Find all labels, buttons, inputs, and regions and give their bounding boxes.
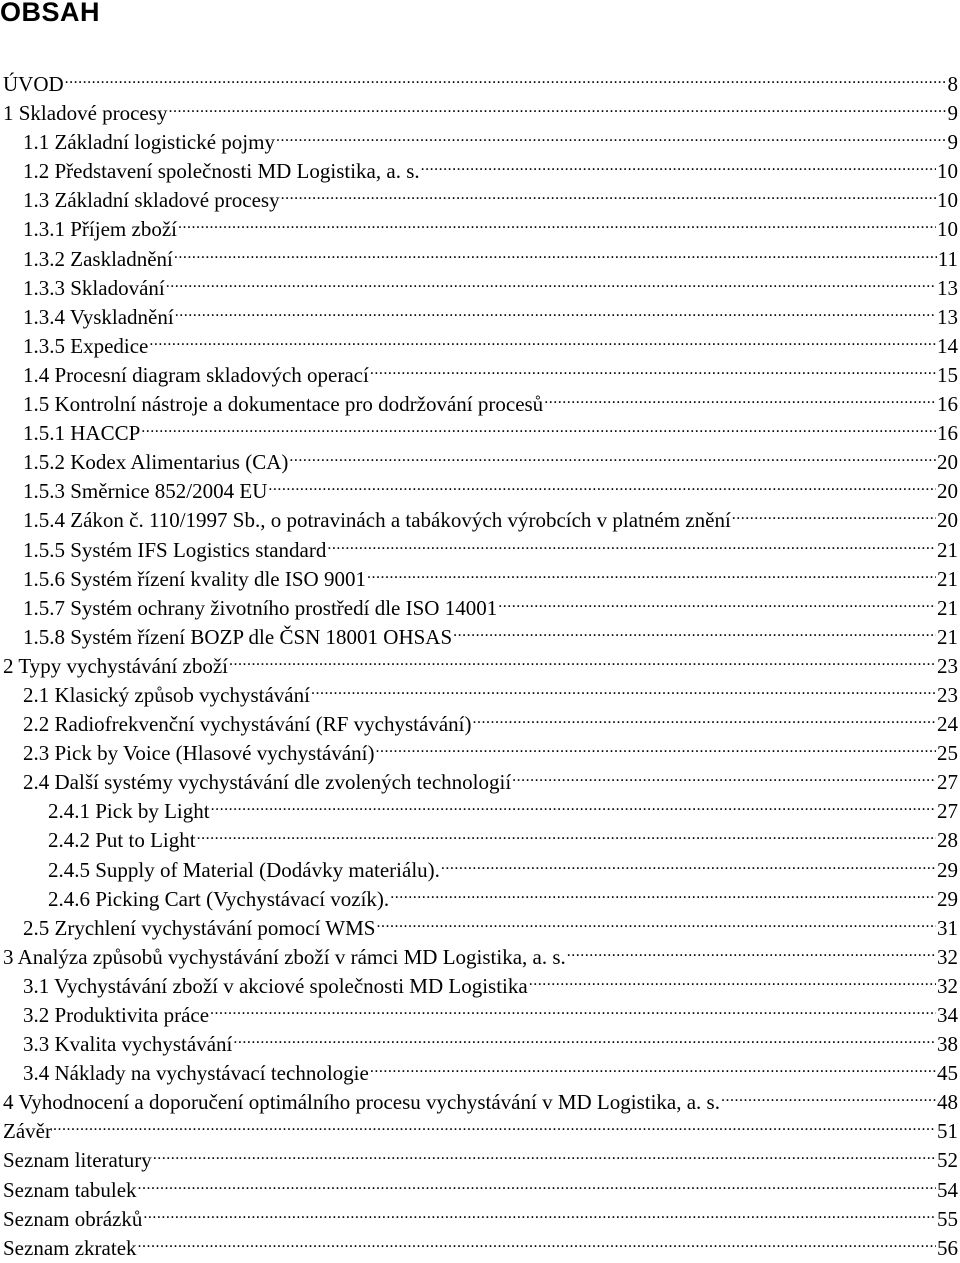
toc-entry-page-number: 21 [937,537,958,562]
toc-dot-leader [544,382,936,411]
toc-entry-page-number: 56 [937,1235,958,1260]
toc-entry-title: 1.5.8 Systém řízení BOZP dle ČSN 18001 OHSAS [23,624,453,649]
toc-entry-page-number: 29 [937,857,958,882]
toc-dot-leader [229,644,936,673]
toc-entry-page-number: 55 [937,1206,958,1231]
toc-dot-leader [53,1109,936,1138]
toc-entry-title: ÚVOD [3,72,64,96]
toc-entry[interactable] [3,1197,958,1231]
toc-entry-title: Seznam literatury [3,1148,152,1173]
toc-entry-page-number: 21 [937,566,958,591]
toc-entry-title: 2.1 Klasický způsob vychystávání [23,682,310,707]
toc-dot-leader [453,615,936,644]
toc-entry[interactable] [3,440,958,475]
toc-entry-title: 1.3.2 Zaskladnění [23,246,173,271]
toc-dot-leader [529,964,936,993]
toc-entry-page-number: 29 [937,886,958,911]
toc-entry-page-number: 25 [937,741,958,766]
toc-entry-page-number: 11 [937,246,958,271]
toc-entry-title: Seznam zkratek [3,1235,137,1260]
toc-dot-leader [197,818,936,847]
toc-entry-title: 3.1 Vychystávání zboží v akciové společnosti MD Logistika [23,973,528,998]
toc-entry-page-number: 32 [937,944,958,969]
toc-entry-title: 1.2 Představení společnosti MD Logistika, a. s. [23,159,420,184]
toc-entry-page-number: 34 [937,1003,958,1027]
toc-entry-title: 2.4.2 Put to Light [48,828,196,853]
toc-entry-page-number: 21 [937,624,958,649]
toc-entry[interactable] [3,411,958,446]
toc-dot-leader [376,731,937,760]
toc-entry-page-number: 9 [947,101,958,126]
toc-entry-page-number: 8 [947,72,958,96]
toc-entry-page-number: 10 [937,188,958,213]
toc-dot-leader [421,149,936,178]
toc-entry-title: 2.5 Zrychlení vychystávání pomocí WMS [23,915,376,940]
toc-entry-title: 2 Typy vychystávání zboží [3,653,229,678]
toc-entry-title: Závěr [3,1119,52,1144]
page-title: OBSAH [0,0,101,27]
toc-dot-leader [367,557,936,586]
toc-dot-leader [138,1226,936,1255]
toc-entry-title: 3.2 Produktivita práce [23,1003,210,1027]
toc-entry-page-number: 54 [937,1177,958,1202]
toc-dot-leader [174,237,937,266]
toc-entry-page-number: 38 [937,1032,958,1057]
toc-entry-page-number: 32 [937,973,958,998]
toc-entry[interactable] [3,1109,958,1144]
toc-dot-leader [276,120,947,149]
toc-entry-title: 1.5.4 Zákon č. 110/1997 Sb., o potravinách a tabákových výrobcích v platném znění [23,508,731,533]
toc-entry-page-number: 15 [937,362,958,387]
toc-entry-title: 1.5.5 Systém IFS Logistics standard [23,537,327,562]
toc-entry-page-number: 24 [937,712,958,737]
toc-entry-title: Seznam tabulek [3,1177,137,1202]
toc-dot-leader [498,586,936,615]
toc-dot-leader [141,411,936,440]
toc-entry-title: 1.5.2 Kodex Alimentarius (CA) [23,450,289,475]
toc-dot-leader [370,353,936,382]
toc-entry-page-number: 10 [937,217,958,242]
toc-entry-title: 1.4 Procesní diagram skladových operací [23,362,369,387]
toc-dot-leader [166,266,936,295]
toc-dot-leader [472,702,936,731]
toc-entry-title: 1.5.1 HACCP [23,421,141,446]
toc-entry-title: 4 Vyhodnocení a doporučení optimálního procesu vychystávání v MD Logistika, a. s. [3,1090,720,1115]
toc-dot-leader [512,760,936,789]
toc-dot-leader [327,528,936,557]
toc-entry-page-number: 45 [937,1061,958,1086]
toc-entry-page-number: 27 [937,770,958,795]
toc-entry-page-number: 9 [947,130,958,155]
toc-entry-page-number: 14 [937,333,958,358]
toc-dot-leader [289,440,936,469]
toc-entry[interactable] [3,91,958,126]
toc-dot-leader [153,1138,936,1167]
toc-entry-page-number: 51 [937,1119,958,1144]
toc-dot-leader [65,62,947,91]
toc-dot-leader [721,1080,936,1109]
toc-entry-page-number: 10 [937,159,958,184]
toc-entry-title: 1.3.3 Skladování [23,275,165,300]
toc-dot-leader [138,1168,936,1197]
toc-dot-leader [732,498,936,527]
toc-entry-title: 1.5.3 Směrnice 852/2004 EU [23,479,268,504]
toc-entry-page-number: 48 [937,1090,958,1115]
toc-entry-title: 2.4.5 Supply of Material (Dodávky materiálu). [48,857,440,882]
toc-entry-title: 2.4.1 Pick by Light [48,799,210,824]
toc-dot-leader [149,324,936,353]
toc-entry-page-number: 21 [937,595,958,620]
toc-entry-page-number: 27 [937,799,958,824]
toc-entry-title: Seznam obrázků [3,1206,143,1231]
toc-entry-title: 3.4 Náklady na vychystávací technologie [23,1061,369,1086]
toc-entry-title: 1.5.6 Systém řízení kvality dle ISO 9001 [23,566,366,591]
toc-dot-leader [143,1197,936,1226]
toc-dot-leader [210,993,936,1022]
toc-entry-title: 1.3.5 Expedice [23,333,149,358]
toc-dot-leader [175,295,936,324]
toc-dot-leader [370,1051,936,1080]
toc-entry-page-number: 20 [937,450,958,475]
toc-entry-page-number: 16 [937,421,958,446]
toc-entry-title: 1.3.1 Příjem zboží [23,217,177,242]
toc-dot-leader [268,469,936,498]
toc-entry-page-number: 20 [937,508,958,533]
toc-entry-title: 1.5 Kontrolní nástroje a dokumentace pro dodržování procesů [23,392,544,417]
toc-dot-leader [168,91,946,120]
toc-entry-title: 1 Skladové procesy [3,101,168,126]
toc-entry[interactable] [3,1138,958,1173]
toc-entry-title: 1.1 Základní logistické pojmy [23,130,275,155]
toc-entry-title: 1.3.4 Vyskladnění [23,304,174,329]
toc-entry-title: 2.3 Pick by Voice (Hlasové vychystávání) [23,741,375,766]
toc-dot-leader [441,848,936,877]
toc-entry-page-number: 31 [937,915,958,940]
toc-dot-leader [311,673,936,702]
toc-entry[interactable] [3,1226,958,1260]
toc-entry-page-number: 20 [937,479,958,504]
toc-dot-leader [567,935,936,964]
toc-entry-title: 2.2 Radiofrekvenční vychystávání (RF vychystávání) [23,712,472,737]
toc-dot-leader [211,789,936,818]
table-of-contents [3,62,958,1260]
toc-entry-page-number: 13 [937,304,958,329]
toc-dot-leader [376,906,936,935]
toc-entry[interactable] [3,1168,958,1202]
toc-entry-title: 1.5.7 Systém ochrany životního prostředí dle ISO 14001 [23,595,498,620]
toc-entry-page-number: 28 [937,828,958,853]
toc-dot-leader [233,1022,936,1051]
toc-entry-page-number: 16 [937,392,958,417]
toc-dot-leader [390,877,936,906]
toc-entry-page-number: 13 [937,275,958,300]
toc-entry-page-number: 23 [937,653,958,678]
toc-entry-title: 2.4 Další systémy vychystávání dle zvolených technologií [23,770,512,795]
toc-entry-title: 2.4.6 Picking Cart (Vychystávací vozík). [48,886,390,911]
toc-dot-leader [178,207,936,236]
toc-dot-leader [281,178,936,207]
toc-entry-title: 3 Analýza způsobů vychystávání zboží v rámci MD Logistika, a. s. [3,944,566,969]
toc-entry-page-number: 52 [937,1148,958,1173]
toc-entry[interactable] [3,62,958,96]
toc-entry-page-number: 23 [937,682,958,707]
toc-entry-title: 3.3 Kvalita vychystávání [23,1032,233,1057]
toc-entry-title: 1.3 Základní skladové procesy [23,188,280,213]
